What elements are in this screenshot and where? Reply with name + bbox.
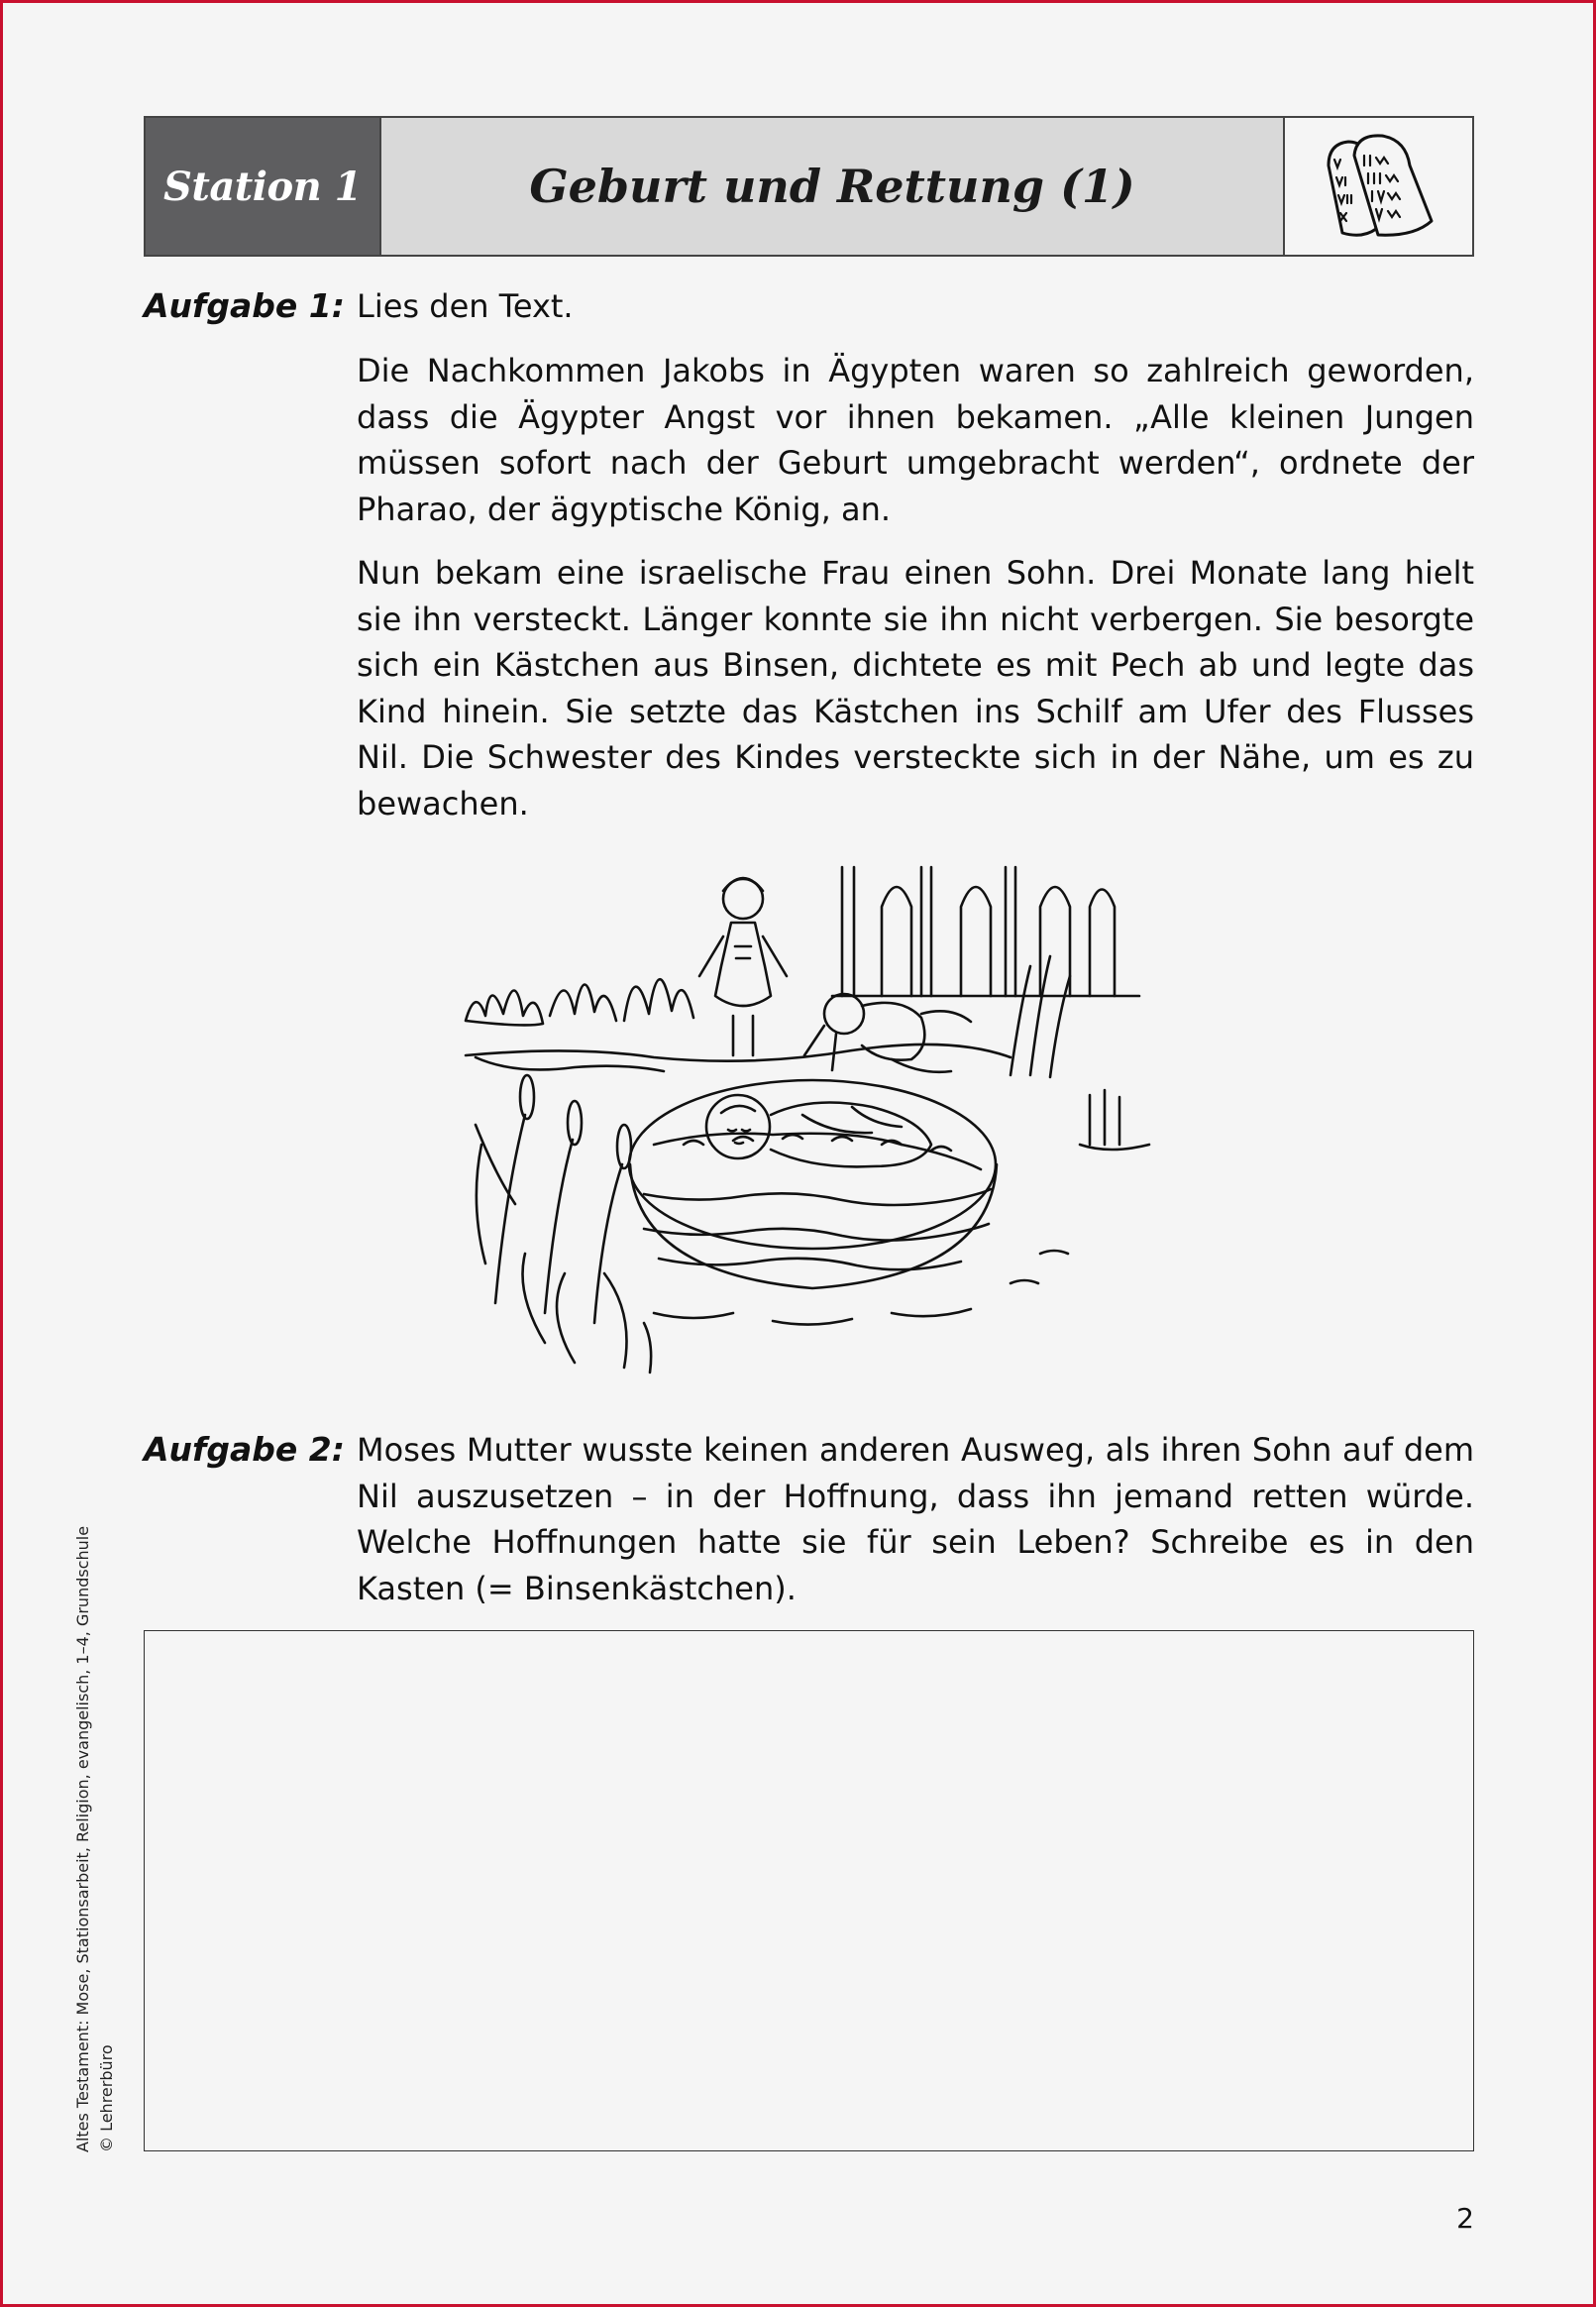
- task2-text: Moses Mutter wusste keinen anderen Ausweg, als ihren Sohn auf dem Nil auszusetzen – in der Hoffnung, dass ihn jemand retten würde. Welche Hoffnungen hatte sie für sein Leben? Schreibe es in den Kasten (= Binsenkästchen).: [357, 1431, 1474, 1607]
- icon-cell: [1285, 118, 1472, 255]
- moses-basket-illustration: [456, 847, 1169, 1377]
- page-title: Geburt und Rettung (1): [529, 160, 1135, 213]
- task1-paragraph-1: Die Nachkommen Jakobs in Ägypten waren so zahlreich geworden, dass die Ägypter Angst vor ihnen bekamen. „Alle kleinen Jungen müssen sofort nach der Geburt umgebracht werden“, ordnete der Pharao, der ägyptische König, an.: [357, 352, 1474, 528]
- page-number: 2: [1456, 2202, 1474, 2235]
- task1-paragraph-2: Nun bekam eine israelische Frau einen Sohn. Drei Monate lang hielt sie ihn versteckt. Länger konnte sie ihn nicht verbergen. Sie besorgte sich ein Kästchen aus Binsen, dichtete es mit Pech ab und legte das Kind hinein. Sie setzte das Kästchen ins Schilf am Ufer des Flusses Nil. Die Schwester des Kindes versteckte sich in der Nähe, um es zu bewachen.: [357, 554, 1474, 823]
- task2-label: Aufgabe 2:: [144, 1430, 345, 1469]
- task1-instruction: Lies den Text.: [357, 287, 574, 325]
- station-label-cell: [146, 118, 381, 255]
- station-label: Station 1: [163, 163, 362, 210]
- station-header: [144, 116, 1474, 257]
- task1-label: Aufgabe 1:: [144, 286, 345, 325]
- answer-box[interactable]: [144, 1630, 1474, 2151]
- source-line-2: © Lehrerbüro: [97, 2044, 116, 2152]
- title-cell: [381, 118, 1285, 255]
- stone-tablets-icon: [1315, 126, 1443, 247]
- source-note: [71, 1526, 119, 2152]
- source-line-1: Altes Testament: Mose, Stationsarbeit, Religion, evangelisch, 1–4, Grundschule: [73, 1525, 92, 2152]
